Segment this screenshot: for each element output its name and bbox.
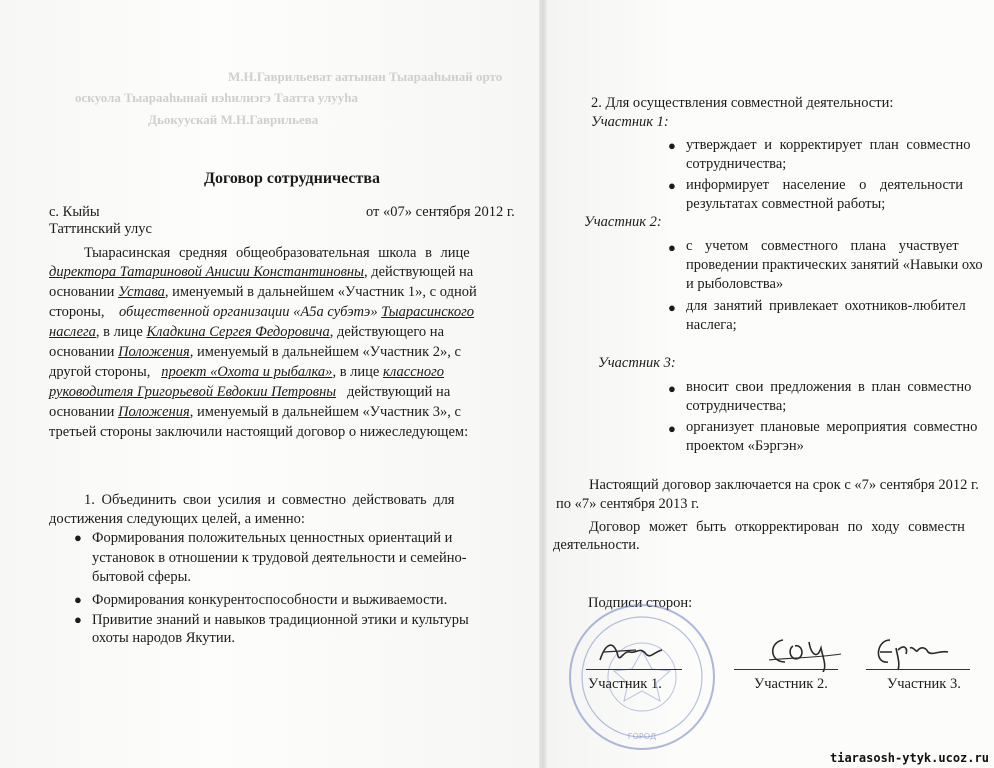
- signature-label-3: Участник 3.: [887, 676, 961, 692]
- signature-1: [596, 632, 666, 672]
- duty-item: для занятий привлекает охотников-любител: [686, 298, 966, 314]
- duty-item: проведении практических занятий «Навыки охо: [686, 257, 983, 273]
- signature-label-1: Участник 1.: [588, 676, 662, 692]
- signature-line-2: [734, 669, 838, 670]
- duty-item: наслега;: [686, 317, 737, 333]
- signature-label-2: Участник 2.: [754, 676, 828, 692]
- place-village: с. Кыйы: [49, 204, 100, 220]
- bleed-through-line: оскуола Тыарааһынай нэһилиэгэ Таатта улууһа: [75, 90, 359, 105]
- goal-item: Формирования положительных ценностных ориентаций и: [92, 530, 453, 546]
- intro-text: основании Устава, именуемый в дальнейшем «Участник 1», с одной: [49, 284, 477, 300]
- bullet-icon: ●: [74, 530, 82, 545]
- goal-item: Формирования конкурентоспособности и выживаемости.: [92, 592, 448, 608]
- document-title: Договор сотрудничества: [204, 170, 380, 187]
- intro-text: основании Положения, именуемый в дальнейшем «Участник 3», с: [49, 404, 461, 420]
- intro-text: Тыарасинская средняя общеобразовательная школа в лице: [84, 245, 470, 261]
- bullet-icon: ●: [668, 300, 676, 315]
- bullet-icon: ●: [74, 592, 82, 607]
- participant-3-label: Участник 3:: [598, 355, 676, 371]
- term-text: по «7» сентября 2013 г.: [556, 496, 700, 512]
- duty-item: с учетом совместного плана участвует: [686, 238, 959, 254]
- duty-item: проектом «Бэргэн»: [686, 438, 804, 454]
- adjustment-text: Договор может быть откорректирован по ходу совместн: [589, 519, 965, 535]
- goal-item: охоты народов Якутии.: [92, 630, 235, 646]
- signature-2: [765, 628, 845, 672]
- goal-item: установок в отношении к трудовой деятельности и семейно-: [92, 550, 467, 566]
- adjustment-text: деятельности.: [553, 537, 640, 553]
- bleed-through-line: Дьокуускай М.Н.Гаврильева: [148, 112, 319, 127]
- duty-item: и рыболовства»: [686, 276, 784, 292]
- section-1-text: 1. Объединить свои усилия и совместно действовать для: [84, 492, 455, 508]
- site-watermark: tiarasosh-ytyk.ucoz.ru: [830, 751, 989, 765]
- bullet-icon: ●: [668, 421, 676, 436]
- place-ulus: Таттинский улус: [49, 221, 152, 237]
- duty-item: утверждает и корректирует план совместно: [686, 137, 971, 153]
- duty-item: организует плановые мероприятия совместно: [686, 419, 978, 435]
- duty-item: результатах совместной работы;: [686, 196, 886, 212]
- signatures-heading: Подписи сторон:: [588, 595, 693, 611]
- participant-2-label: Участник 2:: [584, 214, 662, 230]
- bullet-icon: ●: [668, 138, 676, 153]
- duty-item: сотрудничества;: [686, 398, 787, 414]
- section-2-heading: 2. Для осуществления совместной деятельности:: [591, 95, 894, 111]
- goal-item: бытовой сферы.: [92, 569, 191, 585]
- svg-text:ГОРОД: ГОРОД: [627, 732, 657, 741]
- duty-item: вносит свои предложения в план совместно: [686, 379, 972, 395]
- section-1-text: достижения следующих целей, а именно:: [49, 511, 305, 527]
- intro-text: третьей стороны заключили настоящий договор о нижеследующем:: [49, 424, 469, 440]
- document-date: от «07» сентября 2012 г.: [366, 204, 515, 220]
- signature-line-3: [866, 669, 970, 670]
- bleed-through-line: М.Н.Гаврильеват аатынан Тыарааһынай орто: [228, 69, 503, 84]
- bullet-icon: ●: [668, 178, 676, 193]
- bullet-icon: ●: [668, 240, 676, 255]
- bullet-icon: ●: [74, 612, 82, 627]
- intro-text: руководителя Григорьевой Евдокии Петровны действующий на: [49, 384, 451, 400]
- intro-text: наслега, в лице Кладкина Сергея Федоровича, действующего на: [49, 324, 445, 340]
- intro-text: другой стороны, проект «Охота и рыбалка», в лице классного: [49, 364, 445, 380]
- signature-line-1: [586, 669, 682, 670]
- goal-item: Привитие знаний и навыков традиционной этики и культуры: [92, 612, 469, 628]
- page-fold: [539, 0, 547, 768]
- intro-text: стороны, общественной организации «А5а субэтэ» Тыарасинского: [49, 304, 475, 320]
- signature-3: [870, 630, 950, 672]
- intro-text: директора Татариновой Анисии Константиновны, действующей на: [49, 264, 474, 280]
- participant-1-label: Участник 1:: [591, 114, 669, 130]
- bullet-icon: ●: [668, 381, 676, 396]
- duty-item: сотрудничества;: [686, 156, 787, 172]
- term-text: Настоящий договор заключается на срок с «7» сентября 2012 г.: [589, 477, 979, 493]
- intro-text: основании Положения, именуемый в дальнейшем «Участник 2», с: [49, 344, 461, 360]
- duty-item: информирует население о деятельности: [686, 177, 964, 193]
